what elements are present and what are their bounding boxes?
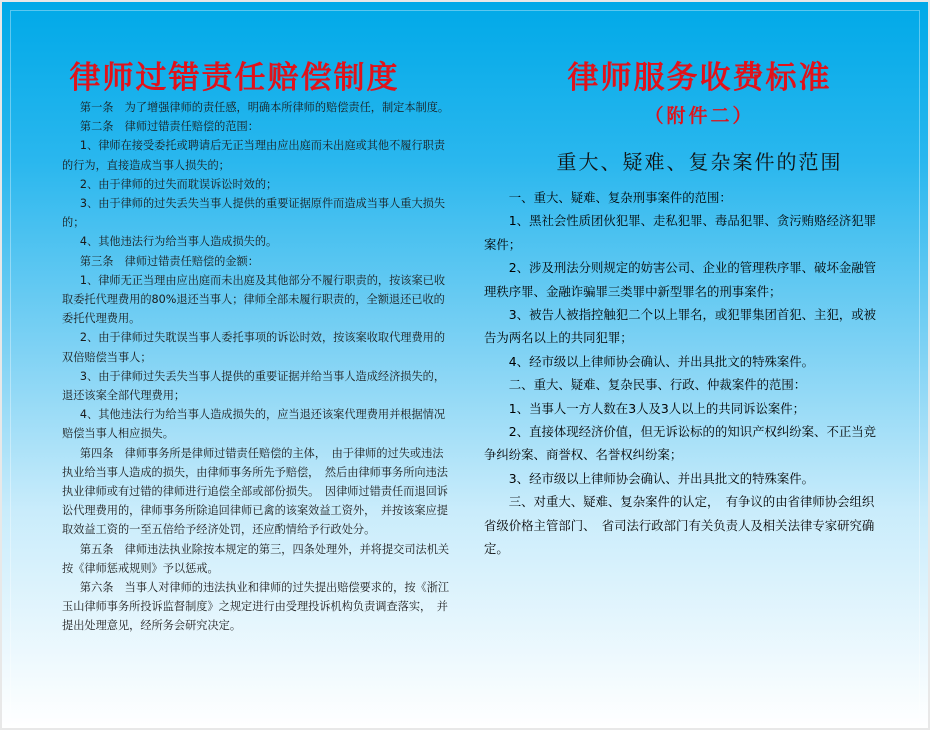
right-paragraph: 3、经市级以上律师协会确认、并出具批文的特殊案件。 bbox=[508, 470, 815, 486]
right-paragraph: 1、黑社会性质团伙犯罪、走私犯罪、毒品犯罪、贪污贿赂经济犯罪案件； bbox=[484, 213, 877, 252]
right-heading: 重大、疑难、复杂案件的范围 bbox=[556, 150, 843, 174]
right-paragraph: 一、重大、疑难、复杂刑事案件的范围： bbox=[508, 190, 732, 205]
left-paragraph: 第四条 律师事务所是律师过错责任赔偿的主体， 由于律师的过失或违法执业给当事人造成的损失，由律师事务所先予赔偿， 然后由律师事务所向违法执业律师或有过错的律师进行追偿全部或部份损失。 因律师过错责任而退回诉讼代理费用的，律师事务所除追回律师已禽的该案效益工资外， 并按该案应提取效益工资的一至五倍给予经济处罚，还应酌情给予行政处分。 bbox=[62, 446, 448, 537]
left-paragraph: 1、律师在接受委托或聘请后无正当理由应出庭而未出庭或其他不履行职责的行为，直接造成当事人损失的； bbox=[62, 139, 446, 172]
left-paragraph: 第二条 律师过错责任赔偿的范围： bbox=[79, 120, 259, 134]
left-paragraph: 2、由于律师过失耽误当事人委托事项的诉讼时效，按该案收取代理费用的双倍赔偿当事人； bbox=[62, 331, 446, 364]
left-paragraph: 2、由于律师的过失而耽误诉讼时效的； bbox=[79, 177, 278, 191]
right-paragraph: 3、被告人被指控触犯二个以上罪名，或犯罪集团首犯、主犯，或被告为两名以上的共同犯罪； bbox=[484, 307, 877, 346]
right-title: 律师服务收费标准 bbox=[567, 60, 832, 96]
right-body bbox=[484, 186, 884, 561]
right-paragraph: 4、经市级以上律师协会确认、并出具批文的特殊案件。 bbox=[508, 353, 815, 369]
left-paragraph: 3、由于律师的过失丢失当事人提供的重要证据原件而造成当事人重大损失的； bbox=[62, 197, 446, 230]
left-paragraph: 第三条 律师过错责任赔偿的金额： bbox=[79, 254, 259, 268]
left-paragraph: 第五条 律师违法执业除按本规定的第三，四条处理外，并将提交司法机关按《律师惩戒规则》予以惩戒。 bbox=[62, 542, 450, 575]
left-title: 律师过错责任赔偿制度 bbox=[69, 60, 400, 96]
left-paragraph: 4、其他违法行为给当事人造成损失的，应当退还该案代理费用并根据情况赔偿当事人相应损失。 bbox=[62, 408, 446, 441]
right-paragraph: 2、直接体现经济价值，但无诉讼标的的知识产权纠纷案、不正当竞争纠纷案、商誉权、名誉权纠纷案； bbox=[484, 424, 877, 463]
left-column bbox=[2, 2, 467, 728]
left-paragraph: 1、律师无正当理由应出庭而未出庭及其他部分不履行职责的，按该案已收取委托代理费用的80%退还当事人；律师全部未履行职责的，全额退还已收的委托代理费用。 bbox=[62, 273, 446, 326]
left-body bbox=[62, 98, 454, 636]
right-paragraph: 2、涉及刑法分则规定的妨害公司、企业的管理秩序罪、破坏金融管理秩序罪、金融诈骗罪三类罪中新型罪名的刑事案件； bbox=[484, 260, 877, 299]
left-paragraph: 第六条 当事人对律师的违法执业和律师的过失提出赔偿要求的，按《浙江玉山律师事务所投诉监督制度》之规定进行由受理投诉机构负责调查落实， 并提出处理意见，经所务会研究决定。 bbox=[62, 581, 450, 633]
right-paragraph: 1、当事人一方人数在3人及3人以上的共同诉讼案件； bbox=[508, 400, 806, 416]
right-paragraph: 二、重大、疑难、复杂民事、行政、仲裁案件的范围： bbox=[508, 377, 807, 393]
left-paragraph: 第一条 为了增强律师的责任感，明确本所律师的赔偿责任，制定本制度。 bbox=[79, 101, 450, 114]
left-paragraph: 4、其他违法行为给当事人造成损失的。 bbox=[79, 235, 278, 249]
left-paragraph: 3、由于律师过失丢失当事人提供的重要证据并给当事人造成经济损失的，退还该案全部代理费用； bbox=[62, 369, 446, 403]
right-subtitle: （附件二） bbox=[644, 105, 755, 127]
right-paragraph: 三、对重大、疑难、复杂案件的认定， 有争议的由省律师协会组织省级价格主管部门、 省司法行政部门有关负责人及相关法律专家研究确定。 bbox=[484, 494, 875, 557]
